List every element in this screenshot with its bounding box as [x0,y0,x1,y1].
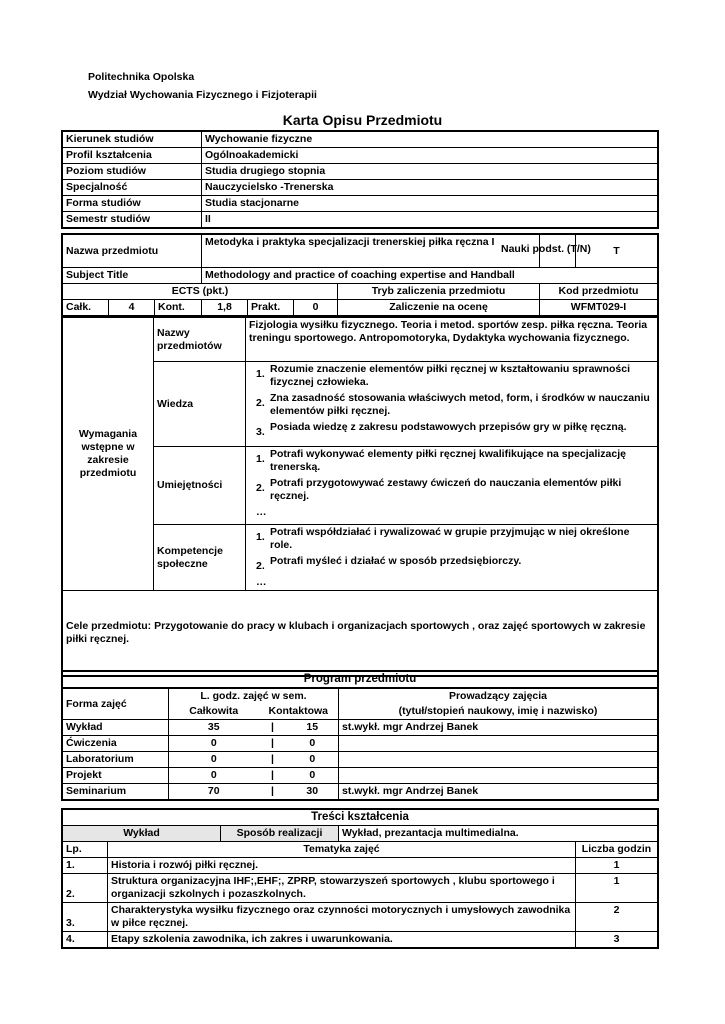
program-kontaktowa: 30 [287,784,339,800]
subject-title-value: Methodology and practice of coaching expertise and Handball [202,268,658,284]
goals-text: Cele przedmiotu: Przygotowanie do pracy w klubach i organizacjach sportowych , oraz zajęć sportowych w zakresie piłki ręcznej. [63,591,658,676]
tryb-value: Zaliczenie na ocenę [338,300,540,316]
program-forma: Seminarium [63,784,169,800]
program-separator: | [259,736,287,752]
list-item [256,477,654,503]
list-text: Potrafi przygotowywać zestawy ćwiczeń do nauczania elementów piłki ręcznej. [270,477,622,502]
list-number: 1. [256,453,265,465]
program-prowadzacy: st.wykł. mgr Andrzej Banek [339,720,658,736]
general-row [63,180,658,196]
content-lp: 1. [63,858,108,874]
program-row [63,784,658,800]
content-hours: 1 [576,874,658,903]
requirements-label: Wymagania wstępne w zakresie przedmiotu [63,318,154,591]
list-item [256,448,654,474]
content-hours: 3 [576,932,658,948]
list-text: Potrafi współdziałać i rywalizować w grupie przyjmując w niej określone role. [270,526,630,551]
content-topic: Historia i rozwój piłki ręcznej. [108,858,576,874]
general-value: Ogólnoakademicki [202,148,658,164]
content-row [63,903,658,932]
list-number: 2. [256,482,265,494]
content-hours: 1 [576,858,658,874]
program-separator: | [259,752,287,768]
kod-value: WFMT029-I [540,300,658,316]
tryb-label: Tryb zaliczenia przedmiotu [338,284,540,300]
sposob-value: Wykład, prezantacja multimedialna. [339,826,658,842]
umiej-more: … [256,506,267,518]
program-row [63,752,658,768]
general-row [63,196,658,212]
program-calkowita: 0 [169,752,259,768]
content-topic: Charakterystyka wysiłku fizycznego oraz czynności motorycznych i umysłowych zawodnika w piłce ręcznej. [108,903,576,932]
prakt-value: 0 [294,300,338,316]
list-item [256,555,654,573]
program-calkowita: 70 [169,784,259,800]
general-label: Forma studiów [63,196,202,212]
calk-label: Całk. [63,300,109,316]
content-table [61,808,659,949]
prowadzacy-label: Prowadzący zajęcia [339,688,658,704]
general-row [63,148,658,164]
list-number: 1. [256,368,265,380]
kod-label: Kod przedmiotu [540,284,658,300]
komp-more: … [256,576,267,588]
program-forma: Ćwiczenia [63,736,169,752]
program-title: Program przedmiotu [63,672,658,689]
komp-list [246,525,658,591]
general-value: Nauczycielsko -Trenerska [202,180,658,196]
program-row [63,720,658,736]
content-row [63,858,658,874]
general-label: Poziom studiów [63,164,202,180]
list-text: Zna zasadność stosowania właściwych metod, form, i środków w nauczaniu elementów piłki ręcznej. [270,392,650,417]
program-kontaktowa: 0 [287,768,339,784]
calkowita-label: Całkowita [169,704,259,720]
general-label: Specjalność [63,180,202,196]
subject-title-label: Subject Title [63,268,202,284]
requirements-table [61,316,659,677]
general-row [63,132,658,148]
content-row [63,932,658,948]
kont-value: 1,8 [202,300,248,316]
program-row [63,768,658,784]
program-prowadzacy [339,736,658,752]
document-title: Karta Opisu Przedmiotu [282,112,443,128]
calk-value: 4 [109,300,155,316]
content-lp: 4. [63,932,108,948]
program-kontaktowa: 0 [287,736,339,752]
kontaktowa-label: Kontaktowa [259,704,339,720]
names-label: Nazwy przedmiotów [154,318,246,362]
content-title: Treści kształcenia [63,810,658,826]
program-kontaktowa: 15 [287,720,339,736]
liczba-label: Liczba godzin [576,842,658,858]
subject-name-label: Nazwa przedmiotu [63,235,202,268]
program-separator: | [259,768,287,784]
list-text: Posiada wiedzę z zakresu podstawowych przepisów gry w piłkę ręczną. [270,421,627,433]
general-row [63,164,658,180]
subject-name-value: Metodyka i praktyka specjalizacji trenerskiej piłka ręczna I [202,235,540,268]
list-text: Potrafi myśleć i działać w sposób przedsiębiorczy. [270,555,522,567]
sposob-label: Sposób realizacji [221,826,339,842]
list-item [256,421,654,439]
program-calkowita: 0 [169,768,259,784]
content-topic: Etapy szkolenia zawodnika, ich zakres i uwarunkowania. [108,932,576,948]
general-label: Kierunek studiów [63,132,202,148]
ects-label: ECTS (pkt.) [63,284,338,300]
general-value: Studia stacjonarne [202,196,658,212]
hours-label: L. godz. zajęć w sem. [169,688,339,704]
list-item [256,526,654,552]
tematyka-label: Tematyka zajęć [108,842,576,858]
wiedza-label: Wiedza [154,362,246,447]
program-row [63,736,658,752]
content-topic: Struktura organizacyjna IHF;,EHF;, ZPRP, stowarzyszeń sportowych , klubu sportowego i organizacji szkolnych i pozaszkolnych. [108,874,576,903]
list-number: 1. [256,531,265,543]
content-lp: 2. [63,874,108,903]
program-prowadzacy [339,752,658,768]
list-text: Rozumie znaczenie elementów piłki ręcznej w kształtowaniu sprawności fizycznej człowieka. [270,363,631,388]
program-separator: | [259,720,287,736]
list-number: 2. [256,397,265,409]
list-text: Potrafi wykonywać elementy piłki ręcznej kwalifikujące na specjalizację trenerską. [270,448,626,473]
nauki-label-text: Nauki podst. (T/N) [501,243,591,255]
program-separator: | [259,784,287,800]
program-prowadzacy [339,768,658,784]
umiej-list [246,447,658,525]
program-prowadzacy: st.wykł. mgr Andrzej Banek [339,784,658,800]
forma-label: Forma zajęć [63,688,169,720]
list-item [256,392,654,418]
wiedza-list [246,362,658,447]
general-value: II [202,212,658,228]
general-value: Wychowanie fizyczne [202,132,658,148]
content-hours: 2 [576,903,658,932]
komp-label: Kompetencje społeczne [154,525,246,591]
program-kontaktowa: 0 [287,752,339,768]
wyklad-label: Wykład [63,826,221,842]
nauki-value: T [576,235,658,268]
umiej-label: Umiejętności [154,447,246,525]
general-info-table [61,130,659,229]
kont-label: Kont. [155,300,202,316]
general-label: Profil kształcenia [63,148,202,164]
general-label: Semestr studiów [63,212,202,228]
program-calkowita: 0 [169,736,259,752]
program-calkowita: 35 [169,720,259,736]
list-number: 2. [256,560,265,572]
list-number: 3. [256,426,265,438]
program-forma: Projekt [63,768,169,784]
university-name: Politechnika Opolska [88,71,195,83]
general-row [63,212,658,228]
program-table [61,670,659,801]
program-forma: Laboratorium [63,752,169,768]
lp-label: Lp. [63,842,108,858]
names-value: Fizjologia wysiłku fizycznego. Teoria i metod. sportów zesp. piłka ręczna. Teoria treningu sportowego. Antropomotoryka, Dydaktyka wychowania fizycznego. [246,318,658,362]
prakt-label: Prakt. [248,300,294,316]
faculty-name: Wydział Wychowania Fizycznego i Fizjoterapii [88,89,317,101]
prowadzacy-sub: (tytuł/stopień naukowy, imię i nazwisko) [339,704,658,720]
general-value: Studia drugiego stopnia [202,164,658,180]
program-forma: Wykład [63,720,169,736]
list-item [256,363,654,389]
content-lp: 3. [63,903,108,932]
content-row [63,874,658,903]
